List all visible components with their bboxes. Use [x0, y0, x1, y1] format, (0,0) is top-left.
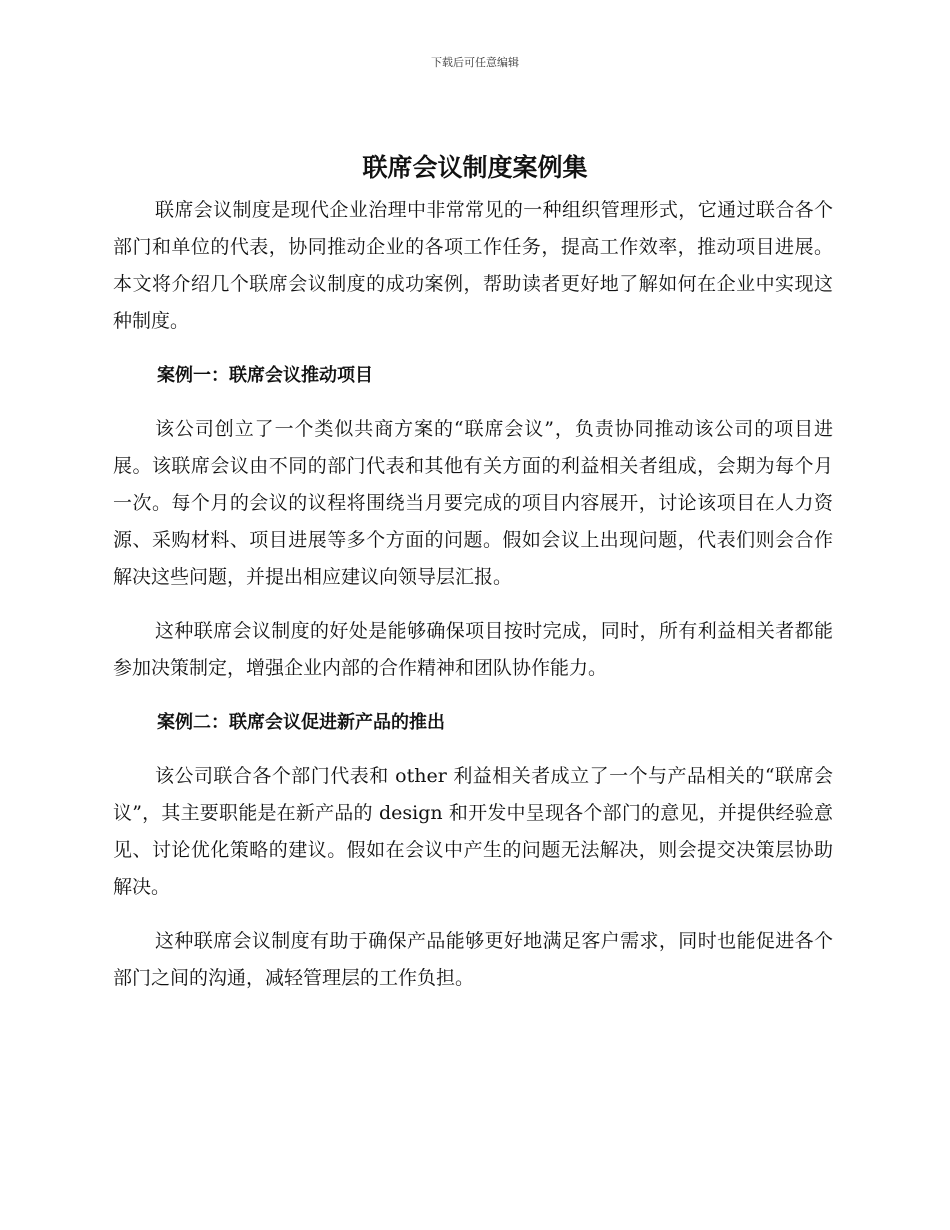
case1-paragraph-2: 这种联席会议制度的好处是能够确保项目按时完成，同时，所有利益相关者都能参加决策制定，增强企业内部的合作精神和团队协作能力。 — [113, 620, 833, 679]
case1-heading: 案例一：联席会议推动项目 — [157, 365, 373, 386]
case2-paragraph-1: 该公司联合各个部门代表和 other 利益相关者成立了一个与产品相关的“联席会议”，其主要职能是在新产品的 design 和开发中呈现各个部门的意见，并提供经验意见、讨论优化策略的建议。假如在会议中产生的问题无法解决，则会提交决策层协助解决。 — [113, 765, 833, 898]
document-body — [113, 192, 833, 997]
case2-heading: 案例二：联席会议促进新产品的推出 — [157, 712, 445, 733]
case2-paragraph-2: 这种联席会议制度有助于确保产品能够更好地满足客户需求，同时也能促进各个部门之间的沟通，减轻管理层的工作负担。 — [113, 930, 833, 989]
case1-paragraph-1: 该公司创立了一个类似共商方案的“联席会议”，负责协同推动该公司的项目进展。该联席会议由不同的部门代表和其他有关方面的利益相关者组成，会期为每个月一次。每个月的会议的议程将围绕当月要完成的项目内容展开，讨论该项目在人力资源、采购材料、项目进展等多个方面的问题。假如会议上出现问题，代表们则会合作解决这些问题，并提出相应建议向领导层汇报。 — [113, 418, 833, 588]
document-title: 联席会议制度案例集 — [362, 153, 588, 182]
intro-paragraph: 联席会议制度是现代企业治理中非常常见的一种组织管理形式，它通过联合各个部门和单位的代表，协同推动企业的各项工作任务，提高工作效率，推动项目进展。本文将介绍几个联席会议制度的成功案例，帮助读者更好地了解如何在企业中实现这种制度。 — [113, 199, 833, 332]
header-note: 下载后可任意编辑 — [431, 56, 519, 69]
